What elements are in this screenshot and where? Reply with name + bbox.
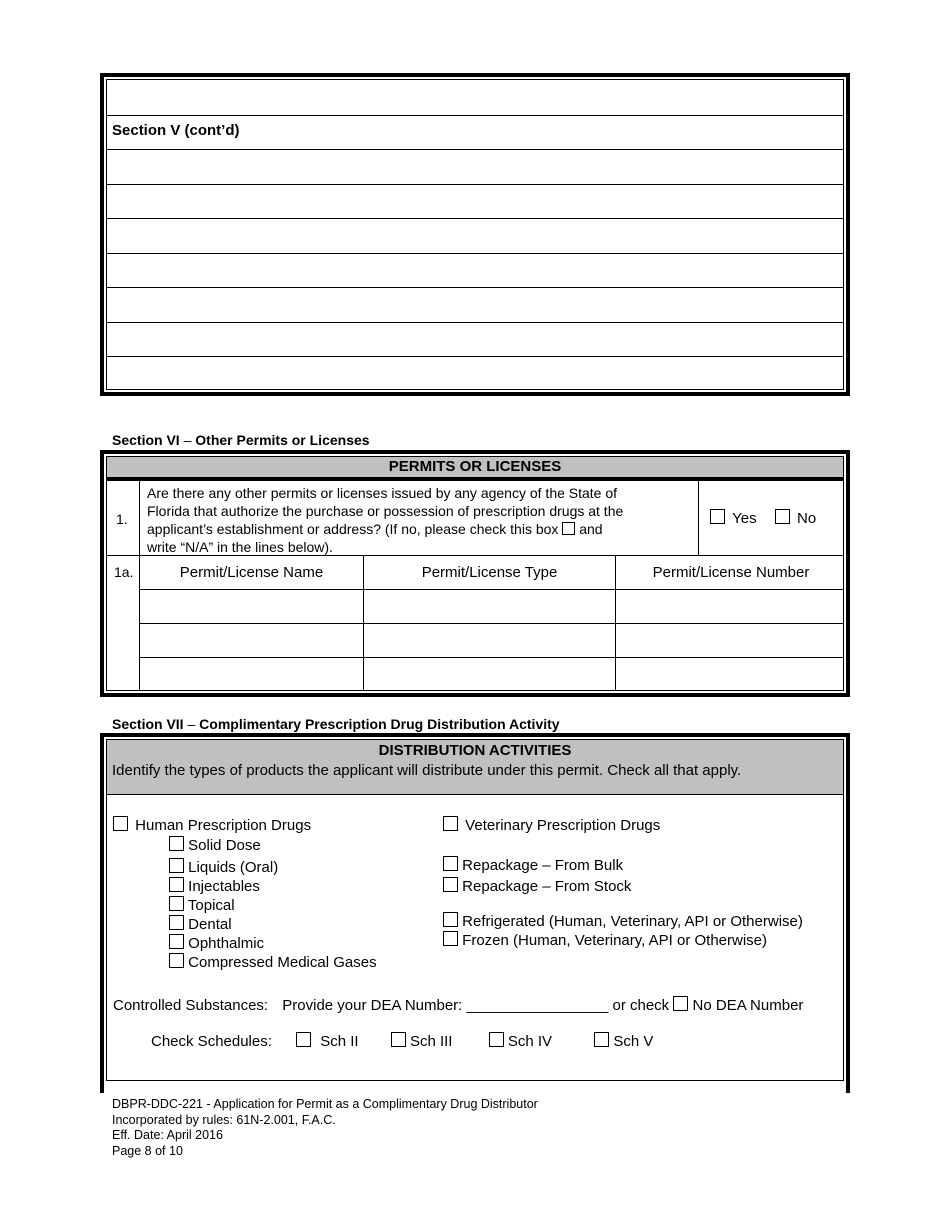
permit-number-field[interactable] xyxy=(617,659,845,689)
row-line xyxy=(107,287,843,288)
distribution-table-inner xyxy=(106,739,844,1081)
permit-number-field[interactable] xyxy=(617,591,845,621)
section-vi-dash: – xyxy=(179,432,196,448)
q1-line: Florida that authorize the purchase or possession of prescription drugs at the xyxy=(147,503,624,519)
permit-name-field[interactable] xyxy=(141,659,361,689)
subitem-solid-dose[interactable] xyxy=(169,836,377,855)
row-line xyxy=(107,184,843,185)
medical-gases-checkbox[interactable] xyxy=(169,953,184,968)
footer-page-number: Page 8 of 10 xyxy=(112,1143,183,1158)
col-line xyxy=(698,481,699,555)
frozen-checkbox[interactable] xyxy=(443,931,458,946)
ophthalmic-checkbox[interactable] xyxy=(169,934,184,949)
permit-number-field[interactable] xyxy=(617,625,845,655)
subitem-label: Solid Dose xyxy=(188,837,261,854)
q1-line: write “N/A” in the lines below). xyxy=(147,539,333,555)
subitem-liquids[interactable] xyxy=(169,858,377,877)
no-checkbox[interactable] xyxy=(775,509,790,524)
schedule-label: Sch III xyxy=(409,1033,453,1050)
section-v-label: Section V (cont’d) xyxy=(112,122,240,139)
col-line xyxy=(139,481,140,691)
row-line xyxy=(107,218,843,219)
repackage-stock-checkbox[interactable] xyxy=(443,877,458,892)
q1-number: 1. xyxy=(116,511,128,527)
liquids-checkbox[interactable] xyxy=(169,858,184,873)
refrigerated-option[interactable] xyxy=(443,912,803,931)
row-line xyxy=(107,356,843,357)
subitem-medical-gases[interactable] xyxy=(169,953,377,972)
veterinary-drugs-label: Veterinary Prescription Drugs xyxy=(465,817,661,834)
human-subitems-list xyxy=(169,836,377,972)
permits-header xyxy=(107,457,843,481)
frozen-option[interactable] xyxy=(443,931,803,950)
footer-rules: Incorporated by rules: 61N-2.001, F.A.C. xyxy=(112,1112,336,1127)
subitem-label: Liquids (Oral) xyxy=(188,859,279,876)
repackage-bulk-checkbox[interactable] xyxy=(443,856,458,871)
dea-prompt[interactable]: Provide your DEA Number: _________________ or check xyxy=(282,997,670,1014)
schedule-label: Sch II xyxy=(320,1033,359,1050)
row-line xyxy=(107,149,843,150)
repackage-stock-option[interactable] xyxy=(443,877,631,897)
subitem-injectables[interactable] xyxy=(169,877,377,896)
q1-line xyxy=(147,520,692,538)
row-line xyxy=(107,253,843,254)
sch-ii-checkbox[interactable] xyxy=(296,1032,311,1047)
subitem-ophthalmic[interactable] xyxy=(169,934,377,953)
section-v-inner xyxy=(106,79,844,390)
q1-line: Are there any other permits or licenses issued by any agency of the State of xyxy=(147,485,618,501)
human-drugs-label: Human Prescription Drugs xyxy=(135,817,312,834)
controlled-substances-row xyxy=(113,996,803,1014)
schedules-row xyxy=(151,1032,653,1050)
sch-v-checkbox[interactable] xyxy=(594,1032,609,1047)
permit-type-field[interactable] xyxy=(365,591,613,621)
q1-line-text: applicant’s establishment or address? (If no, please check this box xyxy=(147,521,559,537)
section-vii-subtitle: Complimentary Prescription Drug Distribution Activity xyxy=(199,716,560,732)
row-line xyxy=(107,322,843,323)
refrigerated-label: Refrigerated (Human, Veterinary, API or Otherwise) xyxy=(462,913,803,930)
subitem-label: Topical xyxy=(187,897,235,914)
row-line xyxy=(139,623,843,624)
sch-iv-checkbox[interactable] xyxy=(489,1032,504,1047)
distribution-instruction: Identify the types of products the applicant will distribute under this permit. Check all that apply. xyxy=(112,762,742,779)
permit-name-field[interactable] xyxy=(141,625,361,655)
col-header-type: Permit/License Type xyxy=(421,564,558,581)
check-schedules-label: Check Schedules: xyxy=(151,1033,272,1050)
repackage-options xyxy=(443,856,631,897)
q1a-number: 1a. xyxy=(114,564,134,580)
yes-checkbox[interactable] xyxy=(710,509,725,524)
permits-header-label: PERMITS OR LICENSES xyxy=(388,458,562,475)
na-checkbox[interactable] xyxy=(562,522,575,535)
permit-type-field[interactable] xyxy=(365,625,613,655)
frozen-label: Frozen (Human, Veterinary, API or Otherwise) xyxy=(462,932,768,949)
no-dea-checkbox[interactable] xyxy=(673,996,688,1011)
schedule-label: Sch IV xyxy=(507,1033,553,1050)
repackage-stock-label: Repackage – From Stock xyxy=(462,878,632,895)
no-dea-label: No DEA Number xyxy=(692,997,804,1014)
footer-eff-date: Eff. Date: April 2016 xyxy=(112,1128,223,1142)
distribution-table xyxy=(100,733,850,1093)
section-vi-heading xyxy=(112,432,370,448)
subitem-label: Ophthalmic xyxy=(188,935,265,952)
col-header-number: Permit/License Number xyxy=(652,564,810,581)
footer-form-title: DBPR-DDC-221 - Application for Permit as a Complimentary Drug Distributor xyxy=(112,1097,538,1111)
q1-text xyxy=(147,484,692,556)
permit-type-field[interactable] xyxy=(365,659,613,689)
row-line xyxy=(139,589,843,590)
solid-dose-checkbox[interactable] xyxy=(169,836,184,851)
q1-line-text: and xyxy=(579,521,603,537)
section-vii-title: Section VII xyxy=(112,716,184,732)
footer xyxy=(112,1097,538,1159)
section-v-table xyxy=(100,73,850,396)
section-vi-title: Section VI xyxy=(112,432,180,448)
row-line xyxy=(107,115,843,116)
schedule-label: Sch V xyxy=(613,1033,654,1050)
human-drugs-checkbox[interactable] xyxy=(113,816,128,831)
permits-table-inner xyxy=(106,456,844,691)
controlled-label: Controlled Substances: xyxy=(113,997,269,1014)
distribution-header xyxy=(107,740,843,795)
refrigerated-checkbox[interactable] xyxy=(443,912,458,927)
no-label: No xyxy=(797,510,817,527)
subitem-label: Compressed Medical Gases xyxy=(188,954,377,971)
row-line xyxy=(139,657,843,658)
subitem-dental[interactable] xyxy=(169,915,377,934)
injectables-checkbox[interactable] xyxy=(169,877,184,892)
col-header-name: Permit/License Name xyxy=(179,564,324,581)
subitem-topical[interactable] xyxy=(169,896,377,915)
section-vii-heading xyxy=(112,716,560,732)
yes-label: Yes xyxy=(732,510,757,527)
subitem-label: Injectables xyxy=(188,878,260,895)
yes-no-options xyxy=(710,509,816,527)
dental-checkbox[interactable] xyxy=(169,915,184,930)
repackage-bulk-label: Repackage – From Bulk xyxy=(462,857,624,874)
veterinary-drugs-option[interactable] xyxy=(443,816,660,834)
permit-name-field[interactable] xyxy=(141,591,361,621)
human-drugs-option[interactable] xyxy=(113,816,311,834)
section-vii-dash: – xyxy=(183,716,200,732)
veterinary-drugs-checkbox[interactable] xyxy=(443,816,458,831)
section-vi-subtitle: Other Permits or Licenses xyxy=(195,432,370,448)
distribution-header-label: DISTRIBUTION ACTIVITIES xyxy=(378,742,572,759)
repackage-bulk-option[interactable] xyxy=(443,856,631,876)
topical-checkbox[interactable] xyxy=(169,896,184,911)
permits-table xyxy=(100,450,850,697)
storage-options xyxy=(443,912,803,950)
sch-iii-checkbox[interactable] xyxy=(391,1032,406,1047)
subitem-label: Dental xyxy=(188,916,232,933)
